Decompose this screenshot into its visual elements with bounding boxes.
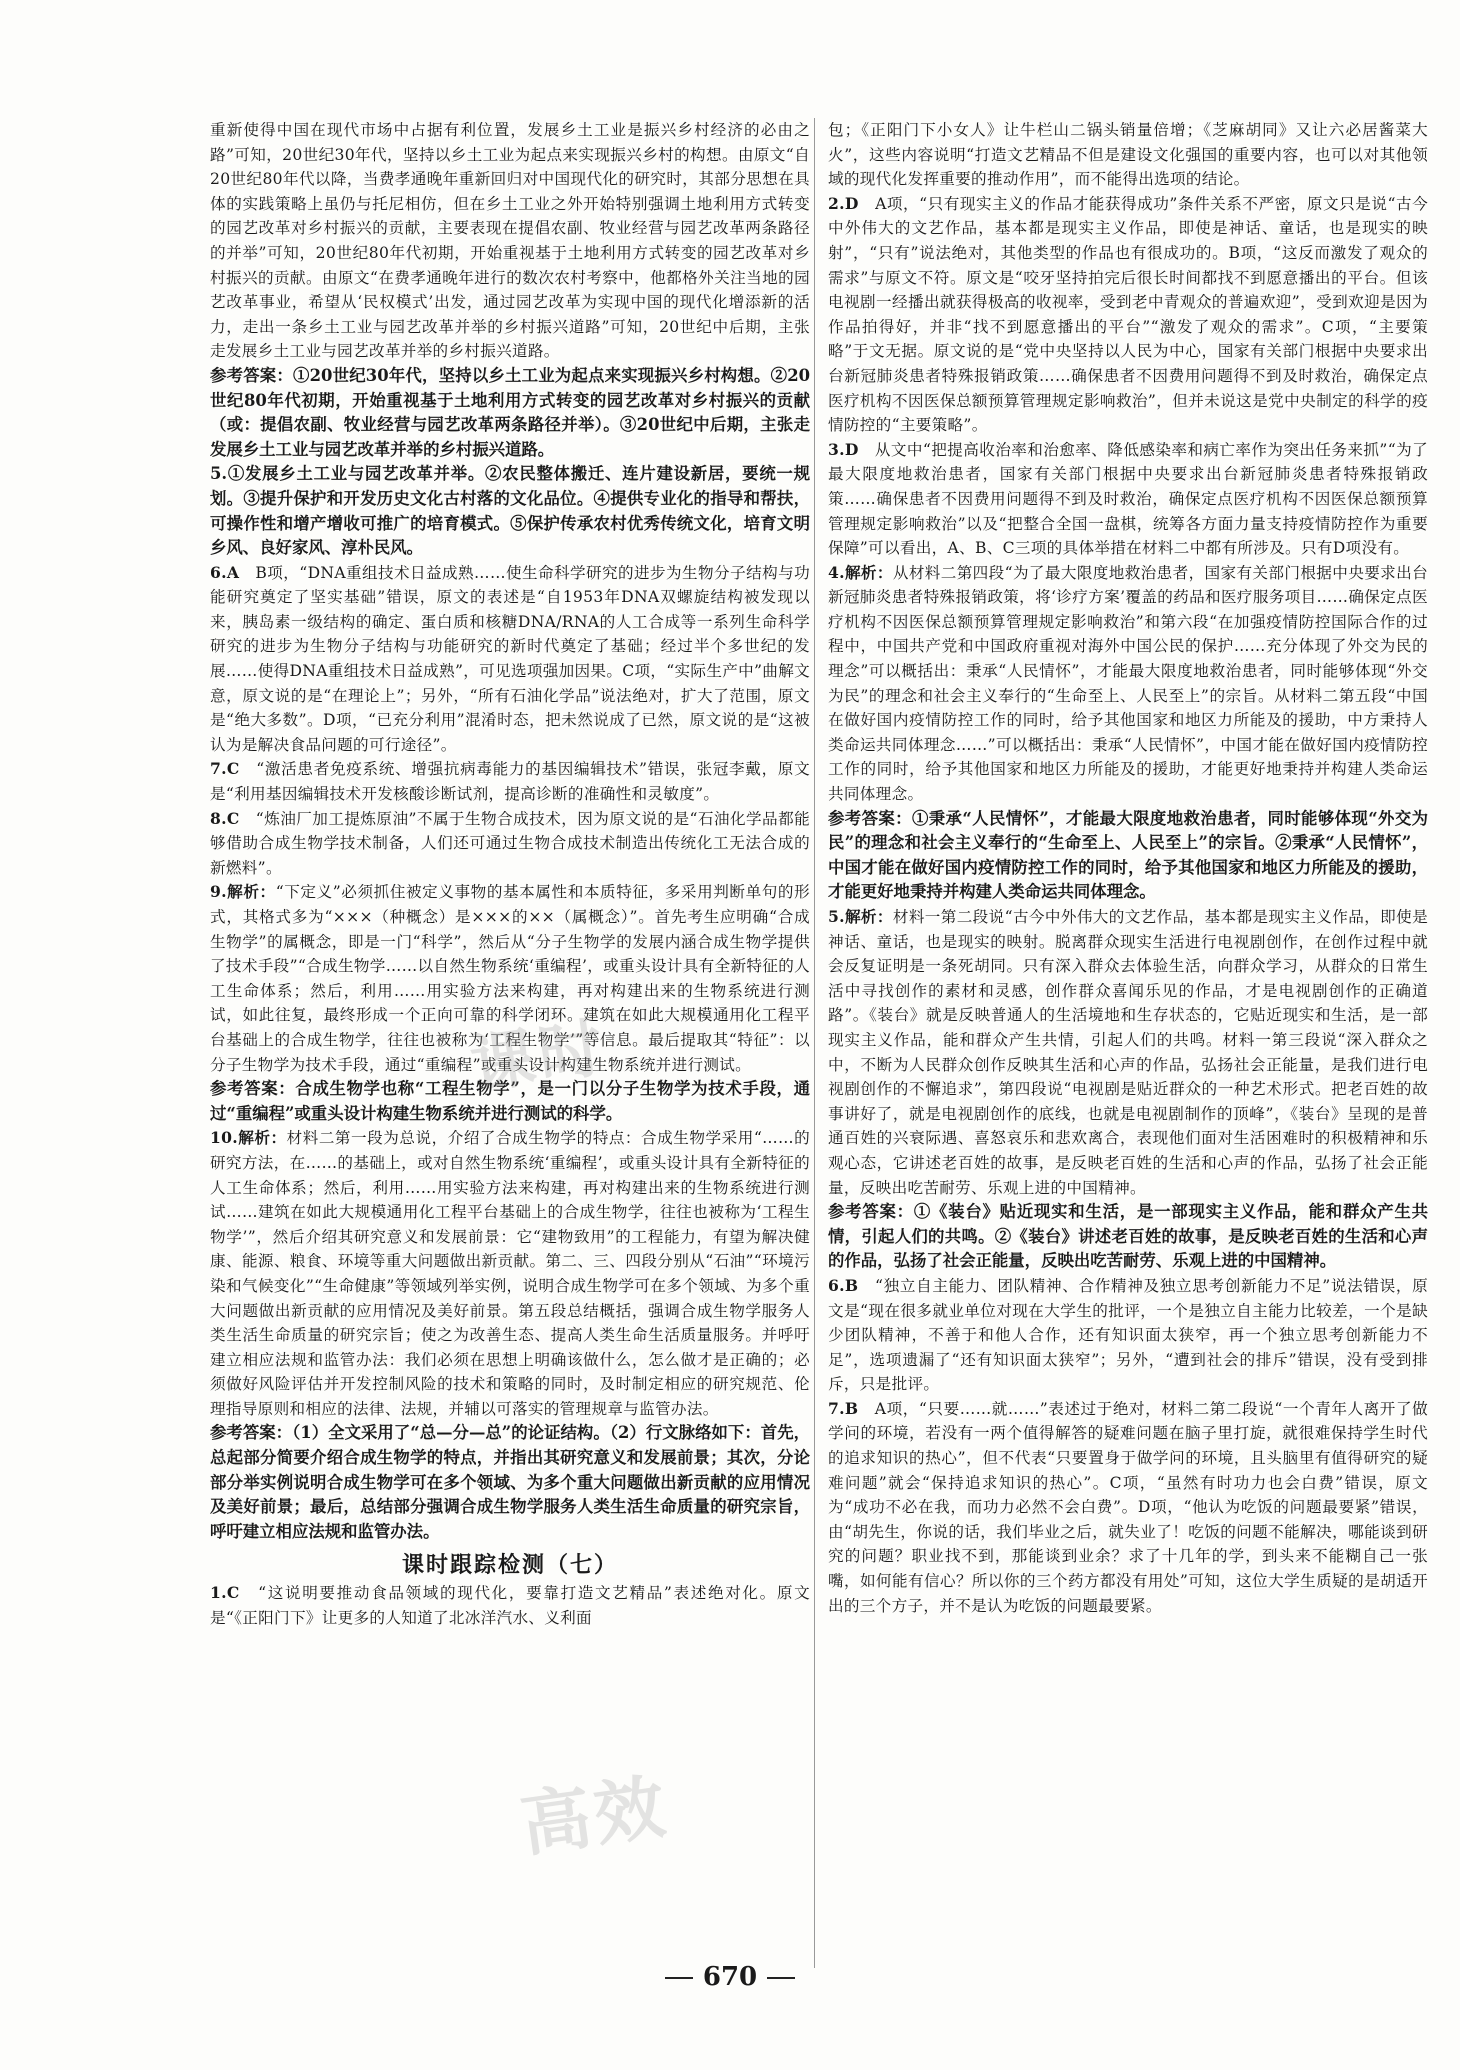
question-item <box>210 561 810 758</box>
question-item <box>210 757 810 806</box>
question-text: B项，“DNA重组技术日益成熟……使生命科学研究的进步为生物分子结构与功能研究奠定了坚实基础”错误，原文的表述是“自1953年DNA双螺旋结构被发现以来，胰岛素一级结构的确定、蛋白质和核糖DNA/RNA的人工合成等一系列生命科学研究的进步为生物分子结构与功能研究的新时代奠定了基础；经过半个多世纪的发展……使得DNA重组技术日益成熟”，可见选项强加因果。C项，“实际生产中”曲解文意，原文说的是“在理论上”；另外，“所有石油化学品”说法绝对，扩大了范围，原文是“绝大多数”。D项，“已充分利用”混淆时态，把未然说成了已然，原文说的是“这被认为是解决食品问题的可行途径”。 <box>210 563 810 754</box>
answer-text: 合成生物学也称“工程生物学”，是一门以分子生物学为技术手段，通过“重编程”或重头设计构建生物系统并进行测试的科学。 <box>210 1079 811 1123</box>
question-text: 材料一第二段说“古今中外伟大的文艺作品，基本都是现实主义作品，即使是神话、童话，也是现实的映射。脱离群众现实生活进行电视剧创作，在创作过程中就会反复证明是一条死胡同。只有深入群众去体验生活，向群众学习，从群众的日常生活中寻找创作的素材和灵感，创作群众喜闻乐见的作品，才是电视剧创作的正确道路”。《装台》就是反映普通人的生活境地和生存状态的，它贴近现实和生活，是一部现实主义作品，能和群众产生共情，引起人们的共鸣。材料一第三段说“深入群众之中，不断为人民群众创作反映其生活和心声的作品，弘扬社会正能量，是我们进行电视剧创作的不懈追求”，第四段说“电视剧是贴近群众的一种艺术形式。把老百姓的故事讲好了，就是电视剧创作的底线，也就是电视剧制作的顶峰”，《装台》呈现的是普通百姓的兴衰际遇、喜怒哀乐和悲欢离合，表现他们面对生活困难时的积极精神和乐观心态，它讲述老百姓的故事，是反映老百姓的生活和心声的作品，弘扬了社会正能量，反映出吃苦耐劳、乐观上进的中国精神。 <box>828 908 1428 1197</box>
right-column <box>828 118 1428 1618</box>
left-column <box>210 118 810 1631</box>
page-number-footer <box>0 1962 1460 1992</box>
paragraph: 包；《正阳门下小女人》让牛栏山二锅头销量倍增；《芝麻胡同》又让六必居酱菜大火”，这些内容说明“打造文艺精品不但是建设文化强国的重要内容，也可以对其他领域的现代化发挥重要的推动作用”，而不能得出选项的结论。 <box>828 121 1428 189</box>
question-number: 6.A <box>210 562 240 582</box>
question-number: 1.C <box>210 1583 240 1603</box>
page-number: 670 <box>702 1962 758 1992</box>
answer-text: （1）全文采用了“总—分—总”的论证结构。（2）行文脉络如下：首先，总起部分简要介绍合成生物学的特点，并指出其研究意义和发展前景；其次，分论部分举实例说明合成生物学可在多个领域、为多个重大问题做出新贡献的应用情况及美好前景；最后，总结部分强调合成生物学服务人类生活生命质量的研究宗旨，呼吁建立相应法规和监管办法。 <box>210 1423 810 1541</box>
answer-text: ①《装台》贴近现实和生活，是一部现实主义作品，能和群众产生共情，引起人们的共鸣。②《装台》讲述老百姓的故事，是反映老百姓的生活和心声的作品，弘扬了社会正能量，反映出吃苦耐劳、乐观上进的中国精神。 <box>828 1202 1429 1271</box>
paragraph: 重新使得中国在现代市场中占据有利位置，发展乡土工业是振兴乡村经济的必由之路”可知，20世纪30年代，坚持以乡土工业为起点来实现振兴乡村的构想。由原文“自20世纪80年代以降，当费孝通晚年重新回归对中国现代化的研究时，其部分思想在具体的实践策略上虽仍与托尼相仿，但在乡土工业之外开始特别强调土地利用方式转变的园艺改革对乡村振兴的贡献，主要表现在提倡农副、牧业经营与园艺改革两条路径的并举”可知，20世纪80年代初期，开始重视基于土地利用方式转变的园艺改革对乡村振兴的贡献。由原文“在费孝通晚年进行的数次农村考察中，他都格外关注当地的园艺改革事业，希望从‘民权模式’出发，通过园艺改革为实现中国的现代化增添新的活力，走出一条乡土工业与园艺改革并举的乡村振兴道路”可知，20世纪中后期，主张走发展乡土工业与园艺改革并举的乡村振兴道路。 <box>210 121 810 361</box>
question-item <box>210 462 810 560</box>
answer-text: ①20世纪30年代，坚持以乡土工业为起点来实现振兴乡村构想。②20世纪80年代初期，开始重视基于土地利用方式转变的园艺改革对乡村振兴的贡献（或：提倡农副、牧业经营与园艺改革两条路径并举）。③20世纪中后期，主张走发展乡土工业与园艺改革并举的乡村振兴道路。 <box>210 365 810 459</box>
question-item <box>828 1397 1428 1618</box>
reference-answer <box>828 1200 1428 1274</box>
analysis-label: 解析： <box>238 1129 287 1148</box>
question-item <box>210 1581 810 1630</box>
reference-answer <box>210 1077 810 1126</box>
analysis-label: 解析： <box>844 908 893 926</box>
reference-answer <box>828 807 1428 905</box>
question-number: 4. <box>828 562 845 582</box>
question-number: 3.D <box>828 439 859 459</box>
question-item <box>210 807 810 881</box>
question-item <box>828 905 1428 1200</box>
column-divider <box>814 118 815 1968</box>
analysis-label: 解析： <box>226 883 276 902</box>
answer-label: 参考答案： <box>210 1079 296 1099</box>
question-text: ①发展乡土工业与园艺改革并举。②农民整体搬迁、连片建设新居，要统一规划。③提升保护和开发历史文化古村落的文化品位。④提供专业化的指导和帮扶，可操作性和增产增收可推广的培育模式。⑤保护传承农村优秀传统文化，培育文明乡风、良好家风、淳朴民风。 <box>210 464 810 558</box>
reference-answer <box>210 1421 810 1544</box>
question-number: 5. <box>210 464 228 484</box>
question-text: 材料二第一段为总说，介绍了合成生物学的特点：合成生物学采用“……的研究方法，在……的基础上，或对自然生物系统‘重编程’，或重头设计具有全新特征的人工生命体系；然后，利用……用实验方法来构建，再对构建出来的生物系统进行测试……建筑在如此大规模通用化工程平台基础上的合成生物学，往往也被称为‘工程生物学’”，然后介绍其研究意义和发展前景：它“建物致用”的工程能力，有望为解决健康、能源、粮食、环境等重大问题做出新贡献。第二、三、四段分别从“石油”“环境污染和气候变化”“生命健康”等领域列举实例，说明合成生物学可在多个领域、为多个重大问题做出新贡献的应用情况及美好前景。第五段总结概括，强调合成生物学服务人类生活生命质量的研究宗旨；使之为改善生态、提高人类生命生活质量服务。并呼吁建立相应法规和监管办法：我们必须在思想上明确该做什么，怎么做才是正确的；必须做好风险评估并开发控制风险的技术和策略的同时，及时制定相应的研究规范、伦理指导原则和相应的法律、法规，并辅以可落实的管理规章与监管办法。 <box>210 1129 811 1418</box>
question-item <box>828 192 1428 438</box>
answer-label: 参考答案： <box>210 365 293 385</box>
question-number: 10. <box>210 1128 239 1148</box>
question-item <box>828 561 1428 807</box>
question-item <box>210 1126 810 1421</box>
question-text: “这说明要推动食品领域的现代化，要靠打造文艺精品”表述绝对化。原文是“《正阳门下》让更多的人知道了北冰洋汽水、义利面 <box>210 1584 810 1628</box>
dash-right <box>767 1977 795 1979</box>
question-number: 5. <box>828 907 845 926</box>
question-number: 8.C <box>210 808 240 828</box>
analysis-label: 解析： <box>844 563 893 582</box>
question-text: A项，“只有现实主义的作品才能获得成功”条件关系不严密，原文只是说“古今中外伟大的文艺作品，基本都是现实主义作品，即使是神话、童话，也是现实的映射”，“只有”说法绝对，其他类型的作品也有很成功的。B项，“这反而激发了观众的需求”与原文不符。原文是“咬牙坚持拍完后很长时间都找不到愿意播出的平台。但该电视剧一经播出就获得极高的收视率，受到老中青观众的普遍欢迎”，受到欢迎是因为作品拍得好，并非“找不到愿意播出的平台”“激发了观众的需求”。C项，“主要策略”于文无据。原文说的是“党中央坚持以人民为中心，国家有关部门根据中央要求出台新冠肺炎患者特殊报销政策……确保患者不因费用问题得不到及时救治，确保定点医疗机构不因医保总额预算管理规定影响救治”，但并未说这是党中央制定的科学的疫情防控的“主要策略”。 <box>828 194 1428 435</box>
question-number: 2.D <box>828 193 859 213</box>
question-number: 9. <box>210 882 227 902</box>
answer-label: 参考答案： <box>828 1202 914 1222</box>
question-text: “炼油厂加工提炼原油”不属于生物合成技术，因为原文说的是“石油化学品都能够借助合成生物学技术制备，人们还可通过生物合成技术制造出传统化工无法合成的新燃料”。 <box>210 809 810 877</box>
question-text: “独立自主能力、团队精神、合作精神及独立思考创新能力不足”说法错误，原文是“现在很多就业单位对现在大学生的批评，一个是独立自主能力比较差，一个是缺少团队精神，不善于和他人合作，还有知识面太狭窄，再一个独立思考创新能力不足”，选项遗漏了“还有知识面太狭窄”；另外，“遭到社会的排斥”错误，没有受到排斥，只是批评。 <box>828 1276 1428 1394</box>
question-text: “激活患者免疫系统、增强抗病毒能力的基因编辑技术”错误，张冠李戴，原文是“利用基因编辑技术开发核酸诊断试剂，提高诊断的准确性和灵敏度”。 <box>210 760 810 804</box>
answer-label: 参考答案： <box>210 1423 293 1443</box>
question-number: 7.B <box>828 1398 859 1418</box>
section-title: 课时跟踪检测（七） <box>401 1553 618 1579</box>
question-text: A项，“只要……就……”表述过于绝对，材料二第二段说“一个青年人离开了做学问的环境，若没有一两个值得解答的疑难问题在脑子里打旋，就很难保持学生时代的追求知识的热心”，但不代表“只要置身于做学问的环境，且头脑里有值得研究的疑难问题”就会“保持追求知识的热心”。C项，“虽然有时功力也会白费”错误，原文为“成功不必在我，而功力必然不会白费”。D项，“他认为吃饭的问题最要紧”错误，由“胡先生，你说的话，我们毕业之后，就失业了！吃饭的问题不能解决，哪能谈到研究的问题？职业找不到，那能谈到业余？求了十几年的学，到头来不能糊自己一张嘴，如何能有信心？所以你的三个药方都没有用处”可知，这位大学生质疑的是胡适开出的三个方子，并不是认为吃饭的问题最要紧。 <box>828 1399 1428 1615</box>
question-item <box>828 1274 1428 1397</box>
reference-answer <box>210 364 810 462</box>
question-item <box>828 438 1428 561</box>
question-number: 6.B <box>828 1275 859 1295</box>
question-item <box>210 880 810 1077</box>
question-text: “下定义”必须抓住被定义事物的基本属性和本质特征，多采用判断单句的形式，其格式多为“×××（种概念）是×××的××（属概念）”。首先考生应明确“合成生物学”的属概念，即是一门“科学”，然后从“分子生物学的发展内涵合成生物学提供了技术手段”“合成生物学……以自然生物系统‘重编程’，或重头设计具有全新特征的人工生命体系；然后，利用……用实验方法来构建，再对构建出来的生物系统进行测试，如此往复，最终形成一个正向可靠的科学闭环。建筑在如此大规模通用化工程平台基础上的合成生物学，往往也被称为‘工程生物学’”等信息。最后提取其“特征”：以分子生物学为技术手段，通过“重编程”或重头设计构建生物系统并进行测试。 <box>210 883 810 1074</box>
watermark: 课时 <box>466 1010 612 1104</box>
question-text: 从文中“把提高收治率和治愈率、降低感染率和病亡率作为突出任务来抓”“为了最大限度地救治患者，国家有关部门根据中央要求出台新冠肺炎患者特殊报销政策……确保患者不因费用问题得不到及时救治，确保定点医疗机构不因医保总额预算管理规定影响救治”以及“把整合全国一盘棋，统筹各方面力量支持疫情防控作为重要保障”可以看出，A、B、C三项的具体举措在材料二中都有所涉及。只有D项没有。 <box>828 440 1428 558</box>
answer-text: ①秉承“人民情怀”，才能最大限度地救治患者，同时能够体现“外交为民”的理念和社会主义奉行的“生命至上、人民至上”的宗旨。②秉承“人民情怀”，中国才能在做好国内疫情防控工作的同时，给予其他国家和地区力所能及的援助，才能更好地秉持并构建人类命运共同体理念。 <box>828 808 1428 902</box>
dash-left <box>665 1977 693 1979</box>
answer-label: 参考答案： <box>828 808 912 828</box>
question-text: 从材料二第四段“为了最大限度地救治患者，国家有关部门根据中央要求出台新冠肺炎患者特殊报销政策，将‘诊疗方案’覆盖的药品和医疗服务项目……确保定点医疗机构不因医保总额预算管理规定影响救治”和第六段“在加强疫情防控国际合作的过程中，中国共产党和中国政府重视对海外中国公民的保护……充分体现了外交为民的理念”可以概括出：秉承“人民情怀”，才能最大限度地救治患者，同时能够体现“外交为民”的理念和社会主义奉行的“生命至上、人民至上”的宗旨。从材料二第五段“中国在做好国内疫情防控工作的同时，给予其他国家和地区力所能及的援助，中方秉持人类命运共同体理念……”可以概括出：秉承“人民情怀”，中国才能在做好国内疫情防控工作的同时，给予其他国家和地区力所能及的援助，才能更好地秉持并构建人类命运共同体理念。 <box>828 563 1428 804</box>
question-number: 7.C <box>210 759 240 779</box>
watermark: 高效 <box>515 1765 674 1867</box>
